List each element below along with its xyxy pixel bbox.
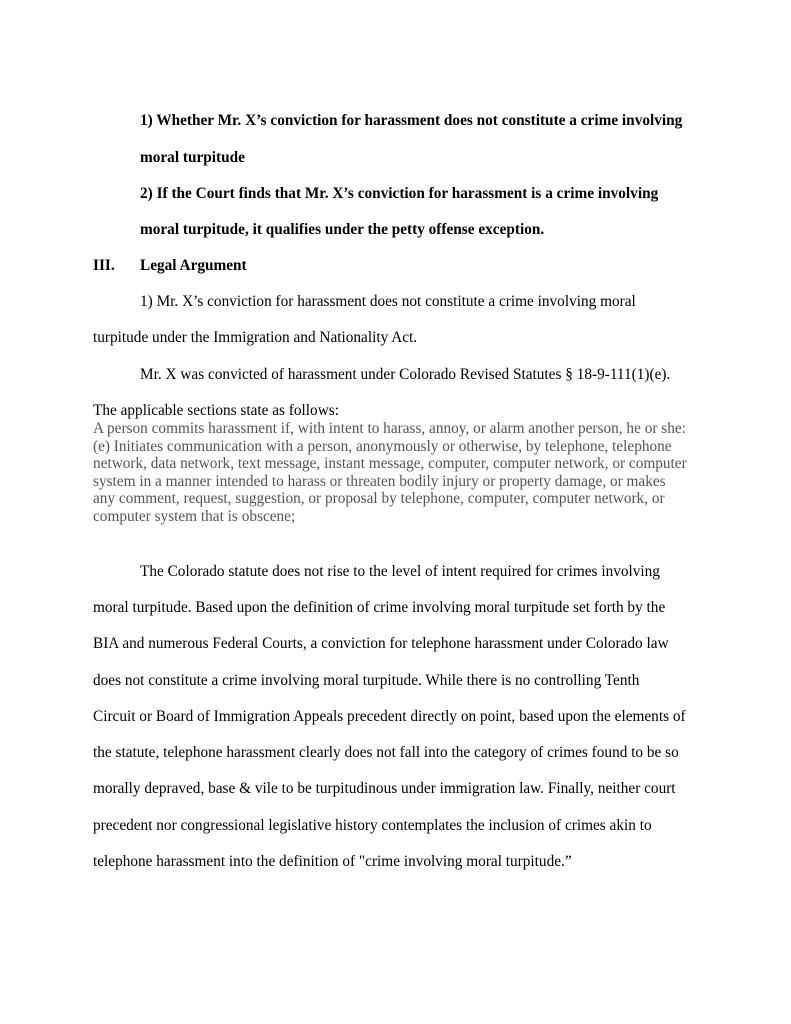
statute-intro: The applicable sections state as follows: [93,402,339,419]
argument-1-line-1: 1) Mr. X’s conviction for harassment does not constitute a crime involving moral [140,293,636,310]
analysis-line: BIA and numerous Federal Courts, a conviction for telephone harassment under Colorado law [93,635,669,652]
statute-quotation [93,420,708,526]
statute-line: any comment, request, suggestion, or proposal by telephone, computer, computer network, or [93,490,665,508]
section-number: III. [93,257,115,274]
issue-1-line-2: moral turpitude [140,149,245,166]
section-title: Legal Argument [140,257,247,274]
statute-line: system in a manner intended to harass or threaten bodily injury or property damage, or makes [93,472,666,490]
statute-line: computer system that is obscene; [93,507,296,525]
issue-2-line-1: 2) If the Court finds that Mr. X’s conviction for harassment is a crime involving [140,185,659,202]
analysis-line: telephone harassment into the definition of "crime involving moral turpitude.” [93,853,572,870]
analysis-line: moral turpitude. Based upon the definition of crime involving moral turpitude set forth by the [93,599,666,616]
statute-line: (e) Initiates communication with a person, anonymously or otherwise, by telephone, telephone [93,437,672,455]
argument-1-line-2: turpitude under the Immigration and Nationality Act. [93,329,418,346]
analysis-line: The Colorado statute does not rise to the level of intent required for crimes involving [140,563,660,580]
issue-1-line-1: 1) Whether Mr. X’s conviction for harassment does not constitute a crime involving [140,112,683,129]
analysis-line: does not constitute a crime involving moral turpitude. While there is no controlling Tenth [93,672,640,689]
statute-line: network, data network, text message, instant message, computer, computer network, or computer [93,455,687,473]
analysis-line: Circuit or Board of Immigration Appeals precedent directly on point, based upon the elements of [93,708,686,725]
statute-line: A person commits harassment if, with intent to harass, annoy, or alarm another person, he or she: [93,420,686,437]
conviction-sentence: Mr. X was convicted of harassment under Colorado Revised Statutes § 18-9-111(1)(e). [140,366,671,383]
issue-2-line-2: moral turpitude, it qualifies under the petty offense exception. [140,221,545,238]
analysis-line: precedent nor congressional legislative history contemplates the inclusion of crimes akin to [93,817,652,834]
analysis-line: the statute, telephone harassment clearly does not fall into the category of crimes found to be so [93,744,679,761]
analysis-line: morally depraved, base & vile to be turpitudinous under immigration law. Finally, neither court [93,780,676,797]
